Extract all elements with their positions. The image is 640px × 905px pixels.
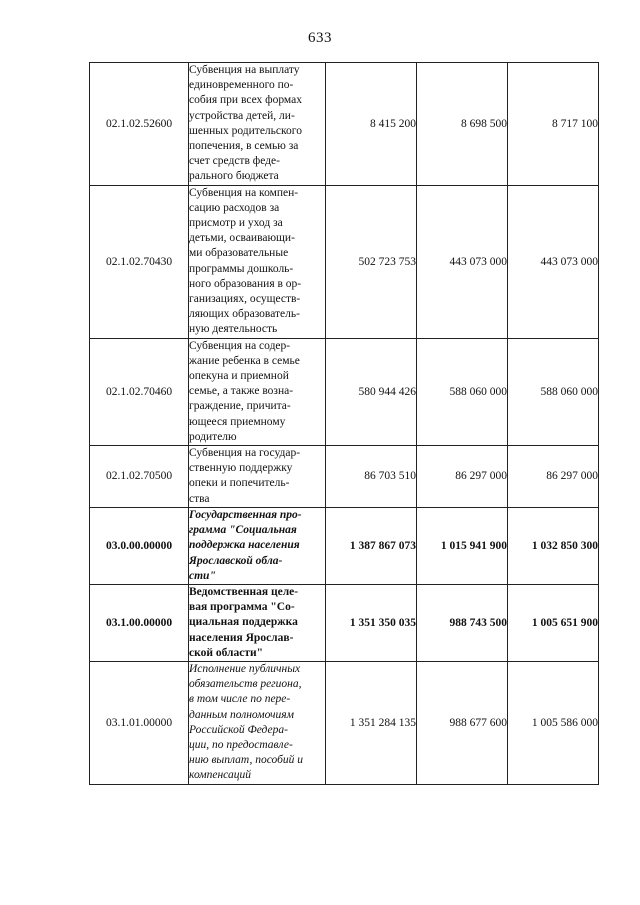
name-line: ской области" <box>189 646 264 659</box>
table-row <box>90 584 599 661</box>
table-row <box>90 63 599 186</box>
value-year-2: 443 073 000 <box>417 185 508 338</box>
name-line: Субвенция на государ- <box>189 447 301 460</box>
value-year-3: 1 005 586 000 <box>508 661 599 784</box>
name-line: циальная поддержка <box>189 616 298 629</box>
name-line: ми образовательные <box>189 247 289 260</box>
name-line: рального бюджета <box>189 170 279 183</box>
name-line: сти" <box>189 569 216 582</box>
name-line: Ведомственная целе- <box>189 585 299 598</box>
name-line: программы дошколь- <box>189 262 294 275</box>
name-line: обязательств региона, <box>189 678 302 691</box>
name-line: попечения, в семью за <box>189 140 299 153</box>
value-year-1: 1 387 867 073 <box>326 507 417 584</box>
row-name <box>189 63 326 186</box>
row-name <box>189 584 326 661</box>
name-line: поддержка населения <box>189 539 300 552</box>
row-code: 03.1.01.00000 <box>90 661 189 784</box>
name-line: ную деятельность <box>189 323 278 336</box>
value-year-1: 580 944 426 <box>326 338 417 445</box>
name-line: единовременного по- <box>189 79 294 92</box>
name-line: опекуна и приемной <box>189 370 289 383</box>
name-line: граждение, причита- <box>189 400 291 413</box>
value-year-2: 588 060 000 <box>417 338 508 445</box>
name-line: вая программа "Со- <box>189 601 295 614</box>
name-line: семье, а также возна- <box>189 385 294 398</box>
row-code: 03.1.00.00000 <box>90 584 189 661</box>
name-line: родителю <box>189 430 237 443</box>
value-year-2: 8 698 500 <box>417 63 508 186</box>
name-line: собия при всех формах <box>189 94 302 107</box>
name-line: ляющих образователь- <box>189 308 300 321</box>
table-row <box>90 338 599 445</box>
name-line: присмотр и уход за <box>189 217 283 230</box>
row-code: 02.1.02.70430 <box>90 185 189 338</box>
name-line: населения Ярослав- <box>189 631 294 644</box>
name-line: Субвенция на содер- <box>189 339 291 352</box>
name-line: ного образования в ор- <box>189 277 302 290</box>
row-code: 03.0.00.00000 <box>90 507 189 584</box>
value-year-2: 988 743 500 <box>417 584 508 661</box>
name-line: ганизациях, осуществ- <box>189 293 301 306</box>
table-row <box>90 446 599 508</box>
value-year-2: 86 297 000 <box>417 446 508 508</box>
name-line: Государственная про- <box>189 508 302 521</box>
value-year-1: 1 351 350 035 <box>326 584 417 661</box>
name-line: Субвенция на выплату <box>189 64 300 76</box>
table-row <box>90 661 599 784</box>
name-line: опеки и попечитель- <box>189 477 290 490</box>
name-line: устройства детей, ли- <box>189 109 295 122</box>
name-line: ющееся приемному <box>189 415 286 428</box>
value-year-1: 86 703 510 <box>326 446 417 508</box>
name-line: Российской Федера- <box>189 723 288 736</box>
row-name <box>189 338 326 445</box>
name-line: компенсаций <box>189 769 251 782</box>
value-year-3: 8 717 100 <box>508 63 599 186</box>
table-row <box>90 507 599 584</box>
name-line: ственную поддержку <box>189 462 293 475</box>
name-line: жание ребенка в семье <box>189 354 300 367</box>
row-code: 02.1.02.70500 <box>90 446 189 508</box>
value-year-2: 1 015 941 900 <box>417 507 508 584</box>
name-line: грамма "Социальная <box>189 524 297 537</box>
name-line: ства <box>189 492 210 505</box>
value-year-3: 588 060 000 <box>508 338 599 445</box>
value-year-1: 1 351 284 135 <box>326 661 417 784</box>
name-line: Ярославской обла- <box>189 554 283 567</box>
name-line: ции, по предоставле- <box>189 738 293 751</box>
row-code: 02.1.02.70460 <box>90 338 189 445</box>
row-name <box>189 661 326 784</box>
value-year-3: 1 005 651 900 <box>508 584 599 661</box>
name-line: сацию расходов за <box>189 201 280 214</box>
value-year-1: 502 723 753 <box>326 185 417 338</box>
row-name <box>189 507 326 584</box>
name-line: нию выплат, пособий и <box>189 754 304 767</box>
name-line: детьми, осваивающи- <box>189 232 295 245</box>
value-year-2: 988 677 600 <box>417 661 508 784</box>
row-name <box>189 185 326 338</box>
value-year-3: 443 073 000 <box>508 185 599 338</box>
table-row <box>90 185 599 338</box>
value-year-3: 86 297 000 <box>508 446 599 508</box>
name-line: в том числе по пере- <box>189 693 291 706</box>
value-year-3: 1 032 850 300 <box>508 507 599 584</box>
name-line: Субвенция на компен- <box>189 186 299 199</box>
row-code: 02.1.02.52600 <box>90 63 189 186</box>
name-line: шенных родительского <box>189 124 302 137</box>
name-line: счет средств феде- <box>189 155 280 168</box>
page-number: 633 <box>308 30 332 46</box>
budget-table <box>89 62 599 785</box>
value-year-1: 8 415 200 <box>326 63 417 186</box>
name-line: данным полномочиям <box>189 708 294 721</box>
name-line: Исполнение публичных <box>189 662 301 675</box>
row-name <box>189 446 326 508</box>
